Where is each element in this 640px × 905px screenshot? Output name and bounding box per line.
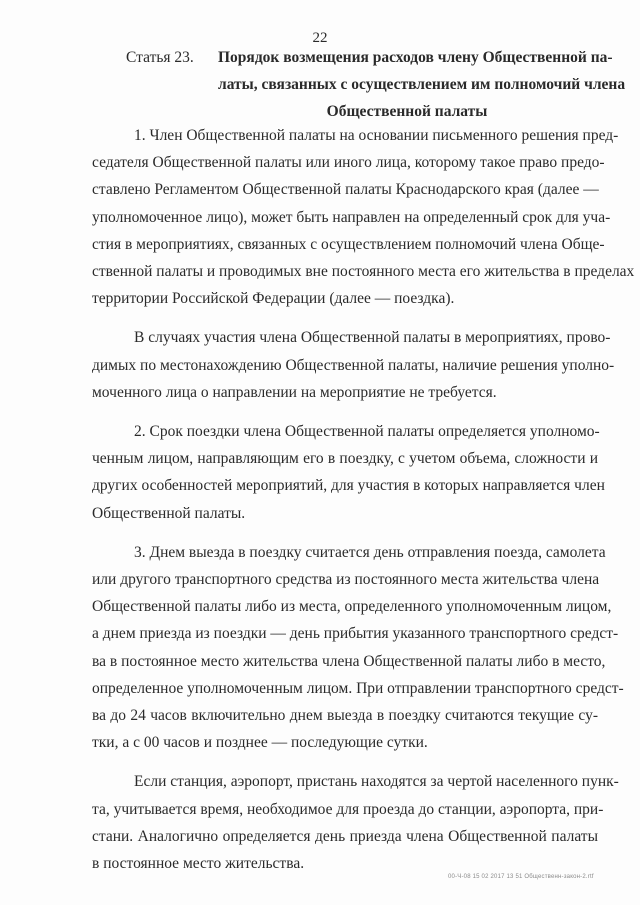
paragraph-line: ственной палаты и проводимых вне постоянного места его жительства в пределах bbox=[92, 263, 635, 281]
paragraph-line: стани. Аналогично определяется день приезда члена Общественной палаты bbox=[92, 827, 598, 845]
article-title-line: латы, связанных с осуществлением им полномочий члена bbox=[218, 76, 626, 93]
document-body bbox=[92, 122, 635, 889]
paragraph-line: та, учитывается время, необходимое для проезда до станции, аэропорта, при- bbox=[92, 800, 604, 818]
paragraph-line: 1. Член Общественной палаты на основании письменного решения пред- bbox=[134, 127, 619, 144]
paragraph-line: Общественной палаты. bbox=[92, 504, 246, 522]
paragraph-line: тки, а с 00 часов и позднее — последующие сутки. bbox=[92, 734, 428, 752]
article-heading bbox=[126, 44, 626, 125]
article-title-line: Общественной палаты bbox=[326, 103, 488, 120]
paragraph-line: ва до 24 часов включительно днем выезда в поездку считаются текущие су- bbox=[92, 707, 598, 725]
paragraph bbox=[92, 539, 624, 757]
paragraph-line: Если станция, аэропорт, пристань находятся за чертой населенного пунк- bbox=[134, 773, 619, 791]
paragraph-line: В случаях участия члена Общественной палаты в мероприятиях, прово- bbox=[134, 329, 611, 347]
paragraph-line: Общественной палаты либо из места, определенного уполномоченным лицом, bbox=[92, 598, 612, 616]
article-title bbox=[218, 44, 626, 125]
article-number: Статья 23. bbox=[126, 49, 194, 66]
paragraph-line: 3. Днем выезда в поездку считается день отправления поезда, самолета bbox=[134, 543, 606, 561]
paragraph-line: или другого транспортного средства из постоянного места жительства члена bbox=[92, 571, 600, 589]
paragraph-line: стия в мероприятиях, связанных с осуществлением полномочий члена Обще- bbox=[92, 235, 605, 253]
paragraph-line: территории Российской Федерации (далее — поездка). bbox=[92, 290, 455, 308]
paragraph-line: ченным лицом, направляющим его в поездку, с учетом объема, сложности и bbox=[92, 450, 598, 468]
paragraph-line: ва в постоянное место жительства члена Общественной палаты либо в место, bbox=[92, 652, 606, 670]
paragraph bbox=[92, 324, 615, 406]
paragraph-line: определенное уполномоченным лицом. При отправлении транспортного средст- bbox=[92, 679, 624, 697]
paragraph-line: уполномоченное лицо), может быть направлен на определенный срок для уча- bbox=[92, 208, 611, 226]
page-number: 22 bbox=[312, 30, 328, 46]
paragraph-line: седателя Общественной палаты или иного лица, которому такое право предо- bbox=[92, 154, 605, 172]
paragraph bbox=[92, 122, 635, 312]
paragraph-line: в постоянное место жительства. bbox=[92, 855, 305, 873]
paragraph-line: ставлено Регламентом Общественной палаты Краснодарского края (далее — bbox=[92, 181, 599, 199]
paragraph-line: других особенностей мероприятий, для участия в которых направляется член bbox=[92, 477, 605, 495]
file-footer: 00-Ч-08 15 02 2017 13 51 Общественн-закон-2.rtf bbox=[448, 874, 594, 880]
article-title-line: Порядок возмещения расходов члену Общественной па- bbox=[218, 49, 613, 66]
paragraph-line: 2. Срок поездки члена Общественной палаты определяется уполномо- bbox=[134, 423, 600, 441]
paragraph bbox=[92, 768, 619, 877]
paragraph-line: димых по местонахождению Общественной палаты, наличие решения уполно- bbox=[92, 356, 615, 374]
paragraph-line: моченного лица о направлении на мероприятие не требуется. bbox=[92, 383, 497, 401]
paragraph-line: а днем приезда из поездки — день прибытия указанного транспортного средст- bbox=[92, 625, 619, 643]
paragraph bbox=[92, 418, 605, 527]
